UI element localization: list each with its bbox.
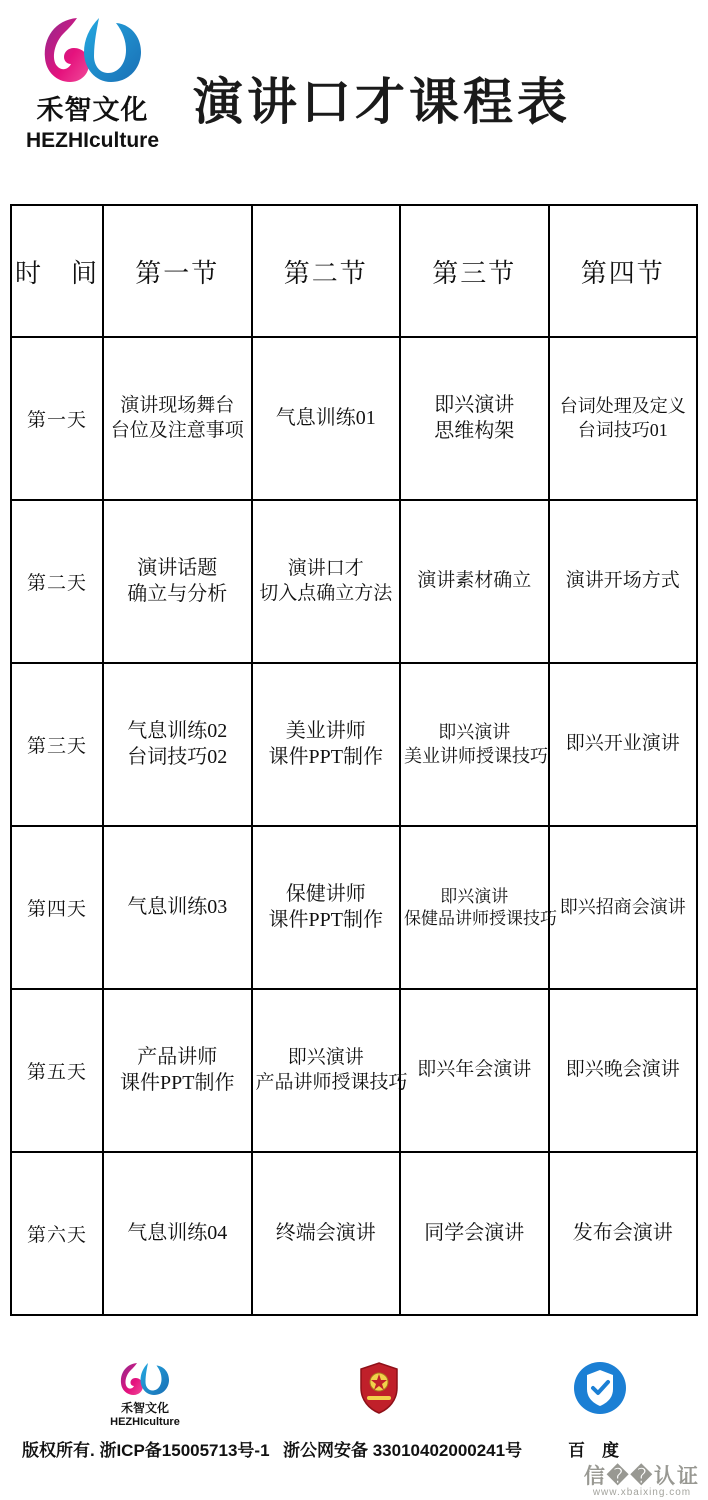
cell-day1-period3 xyxy=(400,337,549,500)
cell-day4-period1 xyxy=(103,826,252,989)
cell-day6-period1 xyxy=(103,1152,252,1315)
cell-line: 思维构架 xyxy=(434,419,515,442)
table-row xyxy=(11,337,697,500)
brand-name-cn: 禾智文化 xyxy=(36,95,149,125)
cell-line: 切入点确立方法 xyxy=(259,582,393,604)
cell-day5-period4 xyxy=(549,989,698,1152)
column-header-period-1: 第一节 xyxy=(103,205,252,337)
cell-line: 台词技巧02 xyxy=(127,745,228,768)
cell-line: 台词处理及定义 xyxy=(559,396,686,417)
cell-day2-period3 xyxy=(400,500,549,663)
watermark-url: www.xbaixing.com xyxy=(592,1487,692,1498)
watermark-main: 信��认证 xyxy=(583,1465,700,1488)
cell-day3-period2 xyxy=(252,663,401,826)
brand-logo xyxy=(0,0,185,153)
cell-day6-period4 xyxy=(549,1152,698,1315)
cell-line: 台位及注意事项 xyxy=(110,419,244,441)
cell-line: 气息训练01 xyxy=(275,406,376,429)
cell-line: 保健品讲师授课技巧 xyxy=(404,908,557,928)
cell-day1-period2 xyxy=(252,337,401,500)
cell-line: 即兴演讲 xyxy=(434,393,515,416)
cell-day3-period1 xyxy=(103,663,252,826)
baidu-label[interactable]: 百 度 xyxy=(568,1441,619,1460)
cell-line: 气息训练02 xyxy=(127,719,228,742)
cell-day4-period4 xyxy=(549,826,698,989)
brand-name-en: HEZHIculture xyxy=(25,129,159,152)
schedule-table xyxy=(10,204,698,1316)
column-header-time: 时 间 xyxy=(11,205,103,337)
column-header-period-2: 第二节 xyxy=(252,205,401,337)
cell-day1-period1 xyxy=(103,337,252,500)
footer-brand-name-en: HEZHIculture xyxy=(110,1416,180,1428)
row-label-day-1: 第一天 xyxy=(11,337,103,500)
cell-day1-period4 xyxy=(549,337,698,500)
cell-day3-period4 xyxy=(549,663,698,826)
cell-line: 美业讲师 xyxy=(285,719,366,742)
page-title: 演讲口才课程表 xyxy=(193,74,571,130)
cell-line: 课件PPT制作 xyxy=(268,745,383,768)
cell-line: 同学会演讲 xyxy=(424,1221,525,1244)
footer-brand-logo xyxy=(85,1360,205,1428)
cell-line: 美业讲师授课技巧 xyxy=(404,745,548,766)
cell-line: 产品讲师 xyxy=(137,1045,218,1068)
cell-day5-period2 xyxy=(252,989,408,1152)
cell-line: 发布会演讲 xyxy=(572,1221,673,1244)
police-beian-text[interactable]: 浙公网安备 33010402000241号 xyxy=(283,1441,523,1460)
row-label-day-5: 第五天 xyxy=(11,989,103,1152)
copyright-text: 版权所有. 浙ICP备15005713号-1 xyxy=(22,1441,270,1460)
cell-line: 产品讲师授课技巧 xyxy=(255,1071,408,1093)
cell-line: 气息训练04 xyxy=(127,1221,228,1244)
footer-brand-name-cn: 禾智文化 xyxy=(120,1401,169,1415)
cell-day2-period2 xyxy=(252,500,401,663)
cell-line: 即兴开业演讲 xyxy=(565,733,680,755)
cell-day3-period3 xyxy=(400,663,549,826)
cell-day6-period2 xyxy=(252,1152,401,1315)
schedule-table-container xyxy=(10,204,698,1316)
footer-logo-row xyxy=(0,1350,708,1436)
cell-line: 即兴招商会演讲 xyxy=(559,896,686,917)
table-row xyxy=(11,989,697,1152)
table-header-row xyxy=(11,205,697,337)
cell-day6-period3 xyxy=(400,1152,549,1315)
cell-line: 即兴演讲 xyxy=(438,722,511,743)
cell-line: 课件PPT制作 xyxy=(120,1071,235,1094)
watermark xyxy=(584,1466,700,1498)
cell-line: 演讲素材确立 xyxy=(417,570,532,592)
hezhi-logo-icon xyxy=(37,14,149,86)
row-label-day-6: 第六天 xyxy=(11,1152,103,1315)
cell-line: 气息训练03 xyxy=(127,895,228,918)
police-badge-icon[interactable] xyxy=(347,1358,411,1423)
column-header-period-3: 第三节 xyxy=(400,205,549,337)
table-row xyxy=(11,663,697,826)
cell-line: 即兴晚会演讲 xyxy=(565,1059,680,1081)
table-row xyxy=(11,1152,697,1315)
cell-line: 台词技巧01 xyxy=(577,419,668,440)
cell-line: 保健讲师 xyxy=(285,882,366,905)
cell-day4-period3 xyxy=(400,826,557,989)
cell-line: 课件PPT制作 xyxy=(268,908,383,931)
cell-line: 即兴演讲 xyxy=(287,1047,364,1069)
page-header xyxy=(0,0,708,186)
row-label-day-4: 第四天 xyxy=(11,826,103,989)
cell-line: 演讲开场方式 xyxy=(565,570,680,592)
cell-line: 即兴年会演讲 xyxy=(417,1059,532,1081)
cell-line: 演讲现场舞台 xyxy=(120,395,235,417)
table-row xyxy=(11,500,697,663)
table-row xyxy=(11,826,697,989)
cell-day2-period4 xyxy=(549,500,698,663)
cell-day5-period3 xyxy=(400,989,549,1152)
page-footer xyxy=(0,1350,708,1500)
cell-line: 演讲话题 xyxy=(137,556,218,579)
row-label-day-3: 第三天 xyxy=(11,663,103,826)
cell-line: 终端会演讲 xyxy=(275,1221,376,1244)
cell-day4-period2 xyxy=(252,826,401,989)
cell-line: 确立与分析 xyxy=(127,582,228,605)
cell-line: 即兴演讲 xyxy=(440,886,509,906)
cell-day5-period1 xyxy=(103,989,252,1152)
cell-line: 演讲口才 xyxy=(287,558,364,580)
cell-day2-period1 xyxy=(103,500,252,663)
row-label-day-2: 第二天 xyxy=(11,500,103,663)
trust-badge-icon[interactable] xyxy=(568,1358,632,1423)
column-header-period-4: 第四节 xyxy=(549,205,698,337)
